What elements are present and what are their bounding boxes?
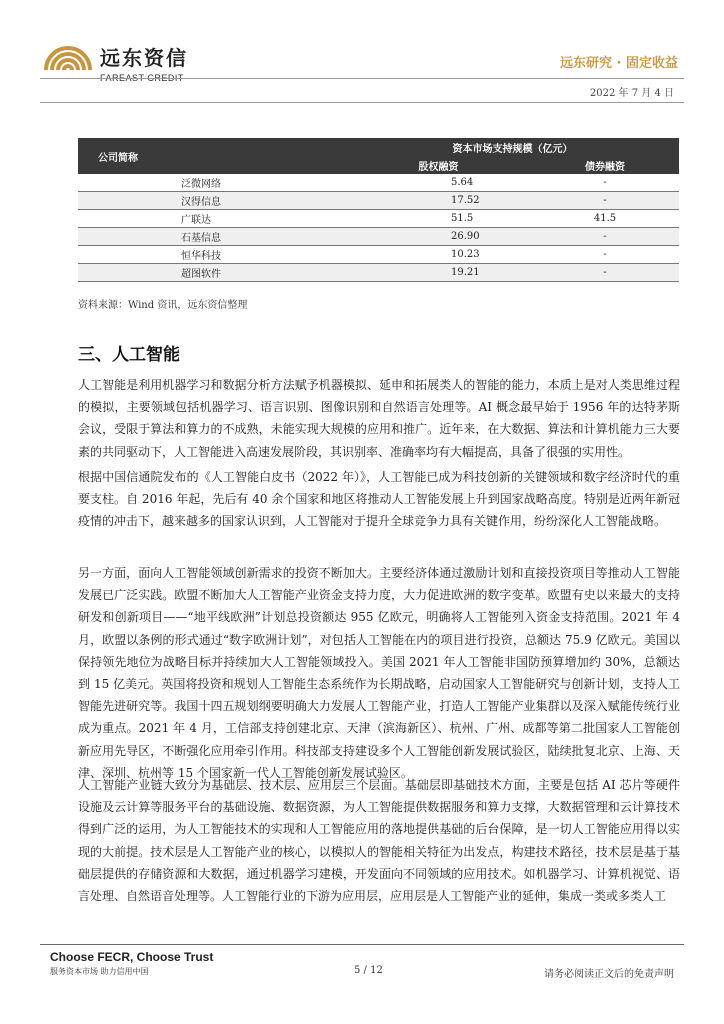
fareast-logo-icon xyxy=(42,40,94,76)
paragraph-text: 人工智能是利用机器学习和数据分析方法赋予机器模拟、延申和拓展类人的智能的能力，本质上是对人类思维过程的模拟，主要领域包括机器学习、语言识别、图像识别和自然语言处理等。AI 概念最早始于 1956 年的达特茅斯会议，受限于算法和算力的不成熟，未能实现大规模的应用和推广。近年来，在大数据、算法和计算机能力三大要素的共同驱动下，人工智能进入高速发展阶段，其识别率、准确率均有大幅提高，具备了很强的实用性。 xyxy=(78,378,680,459)
company-name: 恒华科技 xyxy=(78,246,346,264)
table-row xyxy=(78,210,679,228)
paragraph-4 xyxy=(78,774,680,907)
paragraph-text: 人工智能产业链大致分为基础层、技术层、应用层三个层面。基础层即基础技术方面，主要是包括 AI 芯片等硬件设施及云计算等服务平台的基础设施、数据资源，为人工智能提供数据服务和算力支撑，大数据管理和云计算技术得到广泛的运用，为人工智能技术的实现和人工智能应用的落地提供基础的后台保障，是一切人工智能应用得以实现的大前提。技术层是人工智能产业的核心，以模拟人的智能相关特征为出发点，构建技术路径，技术层是基于基础层提供的存储资源和大数据，通过机器学习建模，开发面向不同领域的应用技术。如机器学习、计算机视觉、语言处理、自然语音处理等。人工智能行业的下游为应用层，应用层是人工智能产业的延伸，集成一类或多类人工 xyxy=(78,778,680,904)
col-group: 资本市场支持规模（亿元） xyxy=(346,138,679,156)
paragraph-3 xyxy=(78,562,680,784)
table-row xyxy=(78,246,679,264)
table-source: 资料来源：Wind 资讯，远东资信整理 xyxy=(78,300,248,311)
brand-name-en: FAREAST CREDIT xyxy=(100,73,184,83)
company-name: 广联达 xyxy=(78,210,346,228)
debt-value: - xyxy=(531,228,679,246)
section-title: 三、人工智能 xyxy=(78,345,180,365)
debt-value: - xyxy=(531,246,679,264)
debt-value: - xyxy=(531,264,679,282)
paragraph-1 xyxy=(78,374,680,463)
table-row xyxy=(78,192,679,210)
debt-value: 41.5 xyxy=(531,210,679,228)
company-name: 石基信息 xyxy=(78,228,346,246)
page-number: 5 / 12 xyxy=(354,965,383,976)
company-name: 泛微网络 xyxy=(78,174,346,192)
col-equity: 股权融资 xyxy=(346,156,531,174)
footer-divider xyxy=(40,944,684,945)
equity-value: 10.23 xyxy=(346,246,531,264)
debt-value: - xyxy=(531,174,679,192)
header-divider xyxy=(40,78,684,79)
equity-value: 19.21 xyxy=(346,264,531,282)
equity-value: 5.64 xyxy=(346,174,531,192)
report-section: 远东研究 · 固定收益 xyxy=(560,56,678,71)
paragraph-text: 根据中国信通院发布的《人工智能白皮书（2022 年）》，人工智能已成为科技创新的关键领域和数字经济时代的重要支柱。自 2016 年起，先后有 40 余个国家和地区将推动人工智能发展上升到国家战略高度。特别是近两年新冠疫情的冲击下，越来越多的国家认识到，人工智能对于提升全球竞争力具有关键作用，纷纷深化人工智能战略。 xyxy=(78,470,680,529)
report-date: 2022 年 7 月 4 日 xyxy=(589,88,674,99)
footer-subtitle: 服务资本市场 助力信用中国 xyxy=(50,967,149,976)
equity-value: 17.52 xyxy=(346,192,531,210)
table-row xyxy=(78,264,679,282)
brand-name-cn: 远东资信 xyxy=(100,46,188,70)
equity-value: 26.90 xyxy=(346,228,531,246)
col-company: 公司简称 xyxy=(78,138,346,174)
company-name: 超图软件 xyxy=(78,264,346,282)
capital-support-table xyxy=(78,138,679,282)
paragraph-2 xyxy=(78,466,680,533)
debt-value: - xyxy=(531,192,679,210)
equity-value: 51.5 xyxy=(346,210,531,228)
table-row xyxy=(78,228,679,246)
brand xyxy=(100,42,188,83)
header-divider-2 xyxy=(40,102,684,103)
disclaimer-note: 请务必阅读正文后的免责声明 xyxy=(544,969,674,980)
company-name: 汉得信息 xyxy=(78,192,346,210)
footer-slogan: Choose FECR, Choose Trust xyxy=(50,950,214,964)
col-debt: 债券融资 xyxy=(531,156,679,174)
table-row xyxy=(78,174,679,192)
paragraph-text: 另一方面，面向人工智能领域创新需求的投资不断加大。主要经济体通过激励计划和直接投资项目等推动人工智能发展已广泛实践。欧盟不断加大人工智能产业资金支持力度，大力促进欧洲的数字变革。欧盟有史以来最大的支持研发和创新项目——“地平线欧洲”计划总投资额达 955 亿欧元，明确将人工智能列入资金支持范围。2021 年 4 月，欧盟以条例的形式通过“数字欧洲计划”，对包括人工智能在内的项目进行投资，总额达 75.9 亿欧元。美国以保持领先地位为战略目标并持续加大人工智能领域投入。美国 2021 年人工智能非国防预算增加约 30%，总额达到 15 亿美元。英国将投资和规划人工智能生态系统作为长期战略，启动国家人工智能研究与创新计划，支持人工智能先进研究等。我国十四五规划纲要明确大力发展人工智能产业，打造人工智能产业集群以及深入赋能传统行业成为重点。2021 年 4 月，工信部支持创建北京、天津（滨海新区）、杭州、广州、成都等第二批国家人工智能创新应用先导区，不断强化应用牵引作用。科技部支持建设多个人工智能创新发展试验区，陆续批复北京、上海、天津、深圳、杭州等 15 个国家新一代人工智能创新发展试验区。 xyxy=(78,566,680,780)
